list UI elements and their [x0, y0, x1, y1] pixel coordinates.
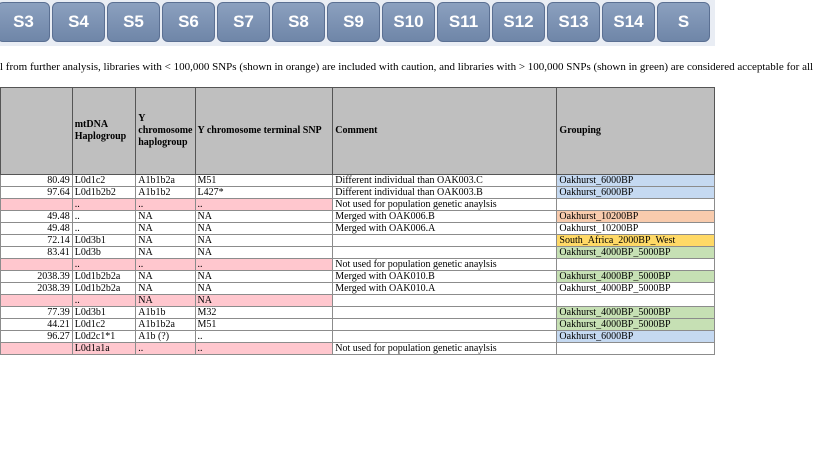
cell-number[interactable]: 49.48	[1, 223, 73, 235]
cell-comment[interactable]: Merged with OAK006.B	[333, 211, 557, 223]
sheet-tab-s10[interactable]: S10	[382, 2, 435, 42]
table-row	[1, 271, 715, 283]
cell-number[interactable]: 77.39	[1, 307, 73, 319]
cell-y-snp[interactable]: NA	[195, 223, 333, 235]
cell-comment[interactable]	[333, 295, 557, 307]
cell-grouping[interactable]	[557, 295, 715, 307]
cell-comment[interactable]	[333, 319, 557, 331]
cell-y-snp[interactable]: NA	[195, 235, 333, 247]
cell-grouping[interactable]: Oakhurst_4000BP_5000BP	[557, 283, 715, 295]
cell-mtdna[interactable]: ..	[72, 223, 136, 235]
table-row	[1, 187, 715, 199]
table-row	[1, 319, 715, 331]
cell-number[interactable]	[1, 295, 73, 307]
cell-comment[interactable]: Different individual than OAK003.B	[333, 187, 557, 199]
sheet-tab-s12[interactable]: S12	[492, 2, 545, 42]
table-row	[1, 223, 715, 235]
cell-comment[interactable]: Merged with OAK010.A	[333, 283, 557, 295]
cell-number[interactable]: 97.64	[1, 187, 73, 199]
cell-y-haplogroup[interactable]: A1b1b	[136, 307, 195, 319]
column-header-comment[interactable]: Comment	[333, 88, 557, 175]
table-row	[1, 175, 715, 187]
cell-grouping[interactable]	[557, 199, 715, 211]
cell-number[interactable]: 49.48	[1, 211, 73, 223]
column-header-y-haplogroup[interactable]: Y chromosome haplogroup	[136, 88, 195, 175]
sheet-tab-s6[interactable]: S6	[162, 2, 215, 42]
cell-grouping[interactable]: Oakhurst_4000BP_5000BP	[557, 271, 715, 283]
cell-comment[interactable]: Not used for population genetic anaylsis	[333, 259, 557, 271]
cell-y-snp[interactable]: NA	[195, 271, 333, 283]
sheet-tab-s9[interactable]: S9	[327, 2, 380, 42]
cell-number[interactable]: 44.21	[1, 319, 73, 331]
table-row	[1, 235, 715, 247]
cell-comment[interactable]: Not used for population genetic anaylsis	[333, 343, 557, 355]
cell-y-snp[interactable]: M51	[195, 319, 333, 331]
cell-y-snp[interactable]: ..	[195, 199, 333, 211]
cell-y-snp[interactable]: NA	[195, 247, 333, 259]
cell-y-haplogroup[interactable]: NA	[136, 223, 195, 235]
sheet-tab-s8[interactable]: S8	[272, 2, 325, 42]
cell-y-haplogroup[interactable]: NA	[136, 283, 195, 295]
table-row	[1, 247, 715, 259]
cell-y-haplogroup[interactable]: NA	[136, 271, 195, 283]
cell-comment[interactable]	[333, 235, 557, 247]
sheet-tab-s11[interactable]: S11	[437, 2, 490, 42]
cell-y-haplogroup[interactable]: ..	[136, 259, 195, 271]
cell-mtdna[interactable]: L0d1b2b2a	[72, 283, 136, 295]
cell-y-snp[interactable]: ..	[195, 259, 333, 271]
column-header-number[interactable]	[1, 88, 73, 175]
cell-y-snp[interactable]: ..	[195, 331, 333, 343]
sheet-tab-s3[interactable]: S3	[0, 2, 50, 42]
cell-mtdna[interactable]: ..	[72, 199, 136, 211]
cell-y-haplogroup[interactable]: A1b1b2a	[136, 175, 195, 187]
cell-comment[interactable]	[333, 331, 557, 343]
spreadsheet-grid	[0, 87, 715, 367]
sheet-tab-s[interactable]: S	[657, 2, 710, 42]
cell-mtdna[interactable]: L0d1b2b2	[72, 187, 136, 199]
cell-mtdna[interactable]: L0d2c1*1	[72, 331, 136, 343]
column-header-grouping[interactable]: Grouping	[557, 88, 715, 175]
cell-y-snp[interactable]: L427*	[195, 187, 333, 199]
cell-mtdna[interactable]: L0d3b1	[72, 307, 136, 319]
cell-comment[interactable]: Merged with OAK010.B	[333, 271, 557, 283]
cell-number[interactable]: 72.14	[1, 235, 73, 247]
cell-mtdna[interactable]: L0d3b	[72, 247, 136, 259]
cell-mtdna[interactable]: ..	[72, 295, 136, 307]
table-row	[1, 283, 715, 295]
sheet-tab-s13[interactable]: S13	[547, 2, 600, 42]
table-row	[1, 259, 715, 271]
table-row	[1, 343, 715, 355]
cell-number[interactable]	[1, 259, 73, 271]
cell-y-snp[interactable]: NA	[195, 283, 333, 295]
cell-comment[interactable]: Not used for population genetic anaylsis	[333, 199, 557, 211]
cell-number[interactable]	[1, 343, 73, 355]
cell-grouping[interactable]: Oakhurst_6000BP	[557, 187, 715, 199]
cell-y-snp[interactable]: M32	[195, 307, 333, 319]
cell-y-haplogroup[interactable]: NA	[136, 235, 195, 247]
cell-grouping[interactable]: Oakhurst_4000BP_5000BP	[557, 319, 715, 331]
cell-grouping[interactable]: Oakhurst_6000BP	[557, 175, 715, 187]
cell-y-snp[interactable]: NA	[195, 211, 333, 223]
column-header-y-snp[interactable]: Y chromosome terminal SNP	[195, 88, 333, 175]
sheet-tab-s7[interactable]: S7	[217, 2, 270, 42]
cell-grouping[interactable]: Oakhurst_4000BP_5000BP	[557, 307, 715, 319]
cell-grouping[interactable]: Oakhurst_10200BP	[557, 211, 715, 223]
table-row	[1, 211, 715, 223]
cell-number[interactable]: 2038.39	[1, 283, 73, 295]
sheet-note-text: l from further analysis, libraries with < 100,000 SNPs (shown in orange) are included with caution, and libraries with > 100,000 SNPs (shown in green) are considered acceptable for all	[0, 61, 813, 73]
column-header-mtdna[interactable]: mtDNA Haplogroup	[72, 88, 136, 175]
cell-y-haplogroup[interactable]: ..	[136, 199, 195, 211]
cell-y-haplogroup[interactable]: ..	[136, 343, 195, 355]
cell-grouping[interactable]: Oakhurst_4000BP_5000BP	[557, 247, 715, 259]
cell-number[interactable]: 80.49	[1, 175, 73, 187]
cell-number[interactable]: 2038.39	[1, 271, 73, 283]
cell-mtdna[interactable]: L0d1a1a	[72, 343, 136, 355]
cell-mtdna[interactable]: L0d1c2	[72, 175, 136, 187]
sheet-tab-s14[interactable]: S14	[602, 2, 655, 42]
cell-mtdna[interactable]: ..	[72, 259, 136, 271]
cell-y-haplogroup[interactable]: NA	[136, 295, 195, 307]
cell-comment[interactable]	[333, 307, 557, 319]
cell-y-snp[interactable]: M51	[195, 175, 333, 187]
cell-grouping[interactable]: Oakhurst_6000BP	[557, 331, 715, 343]
cell-comment[interactable]: Different individual than OAK003.C	[333, 175, 557, 187]
sheet-tab-s4[interactable]: S4	[52, 2, 105, 42]
header-row	[1, 88, 715, 175]
table-row	[1, 199, 715, 211]
cell-comment[interactable]: Merged with OAK006.A	[333, 223, 557, 235]
sheet-tab-s5[interactable]: S5	[107, 2, 160, 42]
cell-grouping[interactable]: South_Africa_2000BP_West	[557, 235, 715, 247]
cell-grouping[interactable]	[557, 259, 715, 271]
cell-number[interactable]	[1, 199, 73, 211]
cell-y-haplogroup[interactable]: A1b (?)	[136, 331, 195, 343]
cell-comment[interactable]	[333, 247, 557, 259]
cell-grouping[interactable]	[557, 343, 715, 355]
cell-y-haplogroup[interactable]: NA	[136, 247, 195, 259]
table-row	[1, 307, 715, 319]
cell-number[interactable]: 83.41	[1, 247, 73, 259]
cell-grouping[interactable]: Oakhurst_10200BP	[557, 223, 715, 235]
cell-y-haplogroup[interactable]: A1b1b2a	[136, 319, 195, 331]
table-row	[1, 295, 715, 307]
cell-mtdna[interactable]: L0d3b1	[72, 235, 136, 247]
cell-y-haplogroup[interactable]: NA	[136, 211, 195, 223]
data-table	[0, 87, 715, 355]
cell-y-snp[interactable]: NA	[195, 295, 333, 307]
cell-y-haplogroup[interactable]: A1b1b2	[136, 187, 195, 199]
cell-mtdna[interactable]: L0d1b2b2a	[72, 271, 136, 283]
sheet-tab-bar	[0, 0, 715, 46]
cell-mtdna[interactable]: L0d1c2	[72, 319, 136, 331]
table-row	[1, 331, 715, 343]
cell-y-snp[interactable]: ..	[195, 343, 333, 355]
cell-number[interactable]: 96.27	[1, 331, 73, 343]
cell-mtdna[interactable]: ..	[72, 211, 136, 223]
